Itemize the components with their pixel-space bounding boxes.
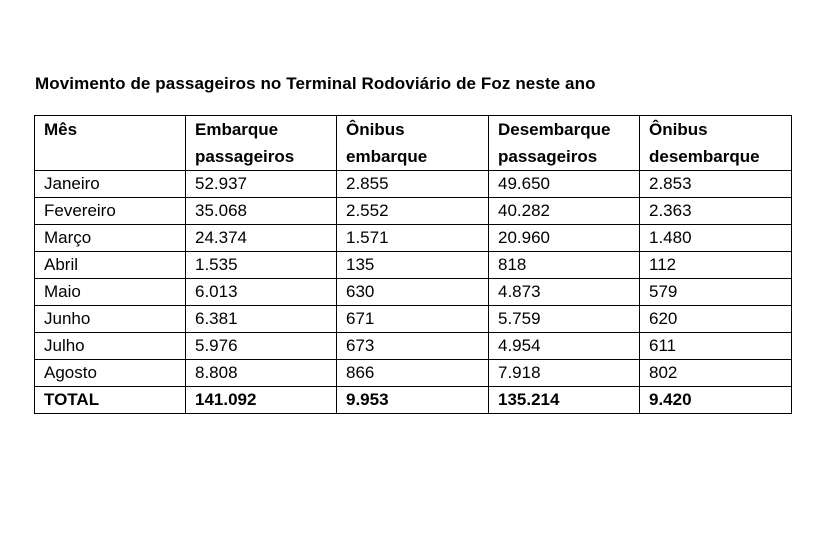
passenger-table	[34, 115, 792, 414]
table-row	[35, 198, 792, 225]
total-label: TOTAL	[35, 387, 186, 414]
cell-boarding-buses: 673	[337, 333, 489, 360]
header-row	[35, 116, 792, 171]
cell-alighting-passengers: 7.918	[489, 360, 640, 387]
table-row	[35, 333, 792, 360]
cell-alighting-buses: 1.480	[640, 225, 792, 252]
cell-alighting-buses: 579	[640, 279, 792, 306]
total-alighting-buses: 9.420	[640, 387, 792, 414]
cell-alighting-passengers: 4.873	[489, 279, 640, 306]
cell-alighting-buses: 620	[640, 306, 792, 333]
cell-boarding-passengers: 6.013	[186, 279, 337, 306]
cell-boarding-buses: 2.855	[337, 171, 489, 198]
total-boarding-passengers: 141.092	[186, 387, 337, 414]
table-row	[35, 225, 792, 252]
cell-alighting-passengers: 20.960	[489, 225, 640, 252]
cell-month: Agosto	[35, 360, 186, 387]
cell-boarding-passengers: 35.068	[186, 198, 337, 225]
table-row	[35, 360, 792, 387]
cell-boarding-buses: 630	[337, 279, 489, 306]
cell-boarding-passengers: 52.937	[186, 171, 337, 198]
header-alighting-passengers: Desembarque passageiros	[489, 116, 640, 171]
cell-month: Fevereiro	[35, 198, 186, 225]
cell-alighting-passengers: 49.650	[489, 171, 640, 198]
cell-alighting-buses: 802	[640, 360, 792, 387]
cell-boarding-buses: 866	[337, 360, 489, 387]
cell-alighting-passengers: 818	[489, 252, 640, 279]
header-boarding-buses: Ônibus embarque	[337, 116, 489, 171]
table-title: Movimento de passageiros no Terminal Rodoviário de Foz neste ano	[35, 74, 596, 93]
cell-alighting-passengers: 40.282	[489, 198, 640, 225]
cell-boarding-buses: 2.552	[337, 198, 489, 225]
table-row	[35, 279, 792, 306]
total-boarding-buses: 9.953	[337, 387, 489, 414]
header-month: Mês	[35, 116, 186, 171]
cell-boarding-passengers: 1.535	[186, 252, 337, 279]
cell-month: Julho	[35, 333, 186, 360]
cell-month: Maio	[35, 279, 186, 306]
cell-alighting-passengers: 5.759	[489, 306, 640, 333]
cell-alighting-buses: 611	[640, 333, 792, 360]
cell-boarding-buses: 1.571	[337, 225, 489, 252]
header-boarding-passengers: Embarque passageiros	[186, 116, 337, 171]
cell-month: Junho	[35, 306, 186, 333]
cell-month: Janeiro	[35, 171, 186, 198]
cell-alighting-buses: 2.853	[640, 171, 792, 198]
table-row	[35, 306, 792, 333]
total-alighting-passengers: 135.214	[489, 387, 640, 414]
cell-boarding-passengers: 6.381	[186, 306, 337, 333]
total-row	[35, 387, 792, 414]
cell-alighting-buses: 2.363	[640, 198, 792, 225]
cell-boarding-passengers: 5.976	[186, 333, 337, 360]
table-row	[35, 252, 792, 279]
cell-month: Março	[35, 225, 186, 252]
table-row	[35, 171, 792, 198]
cell-boarding-passengers: 24.374	[186, 225, 337, 252]
cell-boarding-buses: 671	[337, 306, 489, 333]
cell-alighting-passengers: 4.954	[489, 333, 640, 360]
cell-boarding-buses: 135	[337, 252, 489, 279]
cell-month: Abril	[35, 252, 186, 279]
header-alighting-buses: Ônibus desembarque	[640, 116, 792, 171]
cell-alighting-buses: 112	[640, 252, 792, 279]
cell-boarding-passengers: 8.808	[186, 360, 337, 387]
